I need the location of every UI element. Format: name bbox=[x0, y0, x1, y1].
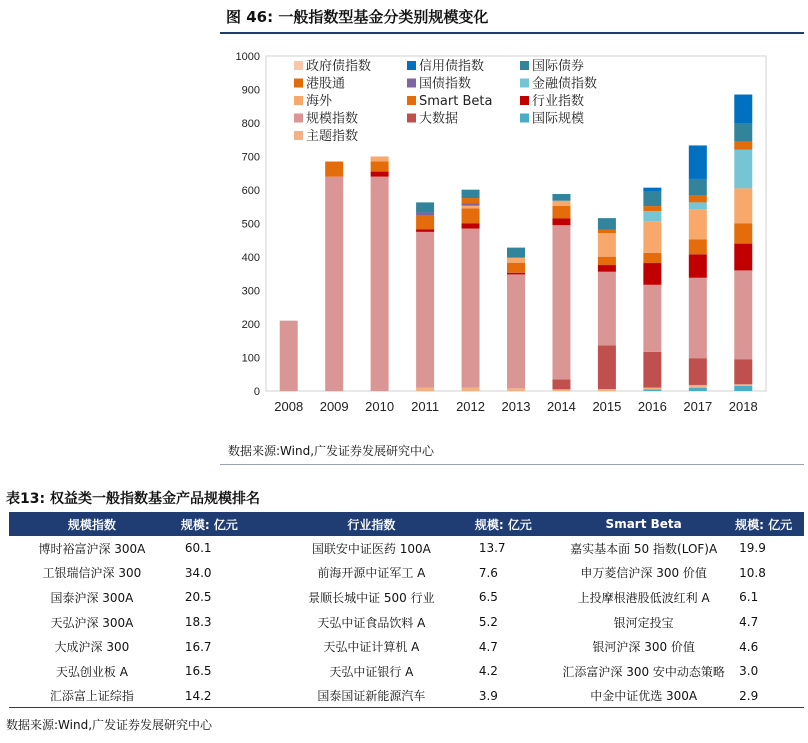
legend-label: 行业指数 bbox=[532, 94, 585, 109]
figure-title: 图 46: 一般指数型基金分类别规模变化 bbox=[226, 8, 489, 26]
scale-value-cell: 7.6 bbox=[478, 565, 498, 580]
y-tick-label: 1000 bbox=[235, 51, 260, 63]
fund-name-cell: 汇添富沪深 300 安中动态策略 bbox=[562, 664, 725, 679]
scale-value-cell: 10.8 bbox=[739, 565, 766, 580]
bar-segment bbox=[598, 345, 616, 389]
bar-segment bbox=[416, 229, 434, 232]
bar-segment bbox=[643, 263, 661, 285]
legend-label: 大数据 bbox=[419, 111, 459, 127]
bar-segment bbox=[552, 389, 570, 391]
scale-value-cell: 60.1 bbox=[184, 541, 212, 556]
figure-source: 数据来源:Wind,广发证券发展研究中心 bbox=[228, 444, 435, 458]
x-tick-label: 2010 bbox=[365, 399, 395, 414]
bar-segment bbox=[643, 285, 661, 352]
header-scale-index: 规模指数 bbox=[9, 512, 175, 536]
bar-segment bbox=[325, 162, 343, 177]
legend-label: 规模指数 bbox=[306, 111, 359, 127]
legend-label: 国际规模 bbox=[532, 111, 585, 127]
bar-segment bbox=[371, 177, 389, 391]
legend-swatch bbox=[407, 61, 416, 70]
bar-segment bbox=[552, 225, 570, 379]
scale-value-cell: 18.3 bbox=[184, 615, 212, 630]
bar-segment bbox=[734, 188, 752, 223]
bar-segment bbox=[689, 145, 707, 179]
scale-value-cell: 4.6 bbox=[739, 639, 759, 654]
bar-segment bbox=[598, 389, 616, 391]
bar-segment bbox=[416, 212, 434, 215]
source-rule bbox=[220, 464, 804, 465]
bar-segment bbox=[734, 384, 752, 386]
bar-segment bbox=[689, 388, 707, 391]
y-tick-label: 0 bbox=[253, 386, 260, 398]
bar-segment bbox=[462, 198, 480, 203]
fund-name-cell: 上投摩根港股低波红利 A bbox=[577, 590, 710, 605]
stacked-bar-chart bbox=[214, 44, 774, 424]
bar-segment bbox=[416, 216, 434, 229]
fund-name-cell: 国联安中证医药 100A bbox=[311, 541, 431, 556]
y-tick-label: 800 bbox=[241, 118, 260, 130]
bar-segment bbox=[325, 177, 343, 391]
x-tick-label: 2016 bbox=[637, 399, 667, 414]
header-scale-amount-1: 规模: 亿元 bbox=[175, 512, 274, 536]
legend-swatch bbox=[294, 131, 303, 140]
bar-segment bbox=[462, 190, 480, 198]
fund-name-cell: 天弘中证银行 A bbox=[329, 664, 414, 679]
legend-swatch bbox=[294, 61, 303, 70]
fund-name-cell: 景顺长城中证 500 行业 bbox=[308, 590, 435, 605]
scale-value-cell: 16.5 bbox=[184, 664, 212, 679]
x-tick-label: 2017 bbox=[683, 399, 713, 414]
y-tick-label: 500 bbox=[241, 218, 260, 231]
bar-segment bbox=[689, 358, 707, 385]
bar-segment bbox=[507, 258, 525, 263]
bar-segment bbox=[552, 194, 570, 201]
scale-value-cell: 13.7 bbox=[478, 541, 506, 556]
scale-value-cell: 3.0 bbox=[739, 664, 759, 679]
x-tick-label: 2011 bbox=[411, 399, 440, 414]
bar-segment bbox=[507, 248, 525, 258]
bar-segment bbox=[689, 385, 707, 388]
bar-segment bbox=[643, 206, 661, 211]
legend-swatch bbox=[407, 96, 416, 105]
legend-swatch bbox=[294, 114, 303, 123]
bar-segment bbox=[598, 218, 616, 230]
bar-segment bbox=[734, 359, 752, 384]
x-tick-label: 2013 bbox=[501, 399, 531, 414]
legend-swatch bbox=[294, 79, 303, 88]
x-tick-label: 2008 bbox=[274, 399, 304, 414]
legend-label: 金融债指数 bbox=[532, 76, 598, 92]
scale-value-cell: 4.7 bbox=[739, 615, 759, 630]
bar-segment bbox=[734, 95, 752, 123]
scale-value-cell: 5.2 bbox=[478, 615, 498, 630]
bar-segment bbox=[689, 209, 707, 239]
table-bottom-rule bbox=[9, 707, 804, 708]
table-row bbox=[9, 610, 804, 635]
scale-value-cell: 20.5 bbox=[184, 590, 212, 605]
legend-swatch bbox=[407, 79, 416, 88]
legend-label: 国债指数 bbox=[419, 76, 472, 92]
bar-segment bbox=[734, 386, 752, 391]
ranking-table bbox=[9, 512, 804, 708]
bar-segment bbox=[734, 224, 752, 244]
fund-name-cell: 博时裕富沪深 300A bbox=[38, 541, 146, 556]
fund-name-cell: 银河定投宝 bbox=[613, 615, 674, 630]
y-tick-label: 100 bbox=[241, 352, 260, 365]
scale-value-cell: 19.9 bbox=[739, 541, 766, 556]
bar-segment bbox=[643, 221, 661, 253]
scale-value-cell: 34.0 bbox=[184, 565, 212, 580]
y-tick-label: 400 bbox=[241, 252, 260, 264]
bar-segment bbox=[371, 157, 389, 162]
header-industry-index: 行业指数 bbox=[274, 512, 469, 536]
y-axis bbox=[236, 51, 260, 398]
bar-segment bbox=[689, 196, 707, 203]
table-source: 数据来源:Wind,广发证券发展研究中心 bbox=[6, 718, 213, 732]
legend-label: Smart Beta bbox=[419, 94, 493, 109]
bar-segment bbox=[689, 239, 707, 254]
bar-segment bbox=[643, 188, 661, 191]
fund-name-cell: 前海开源中证军工 A bbox=[317, 566, 426, 581]
bar-segment bbox=[643, 211, 661, 221]
bar-segment bbox=[643, 388, 661, 390]
bar-segment bbox=[734, 141, 752, 149]
fund-name-cell: 国泰国证新能源汽车 bbox=[317, 689, 426, 704]
bar-segment bbox=[462, 206, 480, 209]
bar-segment bbox=[598, 230, 616, 233]
bar-segment bbox=[462, 224, 480, 229]
bar-segment bbox=[507, 388, 525, 391]
scale-value-cell: 4.2 bbox=[478, 664, 498, 679]
scale-value-cell: 2.9 bbox=[739, 688, 759, 703]
bar-segment bbox=[734, 244, 752, 271]
legend-label: 海外 bbox=[306, 94, 333, 109]
bar-segment bbox=[598, 233, 616, 256]
fund-name-cell: 工银瑞信沪深 300 bbox=[42, 566, 142, 581]
scale-value-cell: 6.1 bbox=[739, 590, 759, 605]
legend-label: 港股通 bbox=[306, 76, 346, 92]
x-tick-label: 2009 bbox=[319, 399, 349, 414]
bar-segment bbox=[689, 254, 707, 277]
bar-segment bbox=[643, 389, 661, 391]
x-tick-label: 2015 bbox=[592, 399, 622, 414]
bar-segment bbox=[552, 379, 570, 389]
table-header-row bbox=[9, 512, 804, 536]
bar-segment bbox=[507, 274, 525, 388]
x-tick-label: 2012 bbox=[456, 399, 486, 414]
legend-label: 主题指数 bbox=[306, 129, 359, 144]
table-row bbox=[9, 585, 804, 610]
bar-segment bbox=[507, 273, 525, 275]
bar-segment bbox=[462, 229, 480, 388]
scale-value-cell: 14.2 bbox=[184, 688, 212, 703]
fund-name-cell: 天弘中证计算机 A bbox=[323, 640, 420, 655]
bar-segment bbox=[689, 202, 707, 209]
bar-segment bbox=[462, 208, 480, 223]
legend-swatch bbox=[407, 114, 416, 123]
fund-name-cell: 国泰沪深 300A bbox=[50, 590, 134, 605]
fund-name-cell: 嘉实基本面 50 指数(LOF)A bbox=[570, 541, 718, 556]
legend-swatch bbox=[520, 114, 529, 123]
bar-segment bbox=[552, 201, 570, 206]
legend-label: 信用债指数 bbox=[419, 59, 485, 74]
bar-segment bbox=[552, 206, 570, 219]
scale-value-cell: 16.7 bbox=[184, 639, 212, 654]
title-rule bbox=[220, 32, 804, 34]
fund-name-cell: 天弘创业板 A bbox=[55, 664, 128, 679]
fund-name-cell: 申万菱信沪深 300 价值 bbox=[580, 566, 707, 581]
bar-segment bbox=[643, 352, 661, 388]
legend-swatch bbox=[520, 61, 529, 70]
bar-segment bbox=[416, 202, 434, 212]
y-tick-label: 200 bbox=[241, 319, 260, 331]
bar-segment bbox=[689, 179, 707, 196]
x-axis bbox=[274, 399, 757, 414]
y-tick-label: 700 bbox=[241, 151, 260, 164]
bar-segment bbox=[416, 388, 434, 391]
bar-segment bbox=[598, 265, 616, 272]
fund-name-cell: 银河沪深 300 价值 bbox=[592, 640, 695, 655]
fund-name-cell: 天弘中证食品饮料 A bbox=[317, 615, 426, 630]
table-row bbox=[9, 634, 804, 659]
bar-segment bbox=[552, 218, 570, 225]
scale-value-cell: 6.5 bbox=[478, 590, 498, 605]
legend-swatch bbox=[520, 79, 529, 88]
table-body bbox=[9, 536, 804, 708]
bar-segment bbox=[416, 232, 434, 388]
bar-segment bbox=[598, 257, 616, 265]
y-tick-label: 900 bbox=[241, 84, 260, 97]
scale-value-cell: 3.9 bbox=[478, 688, 498, 703]
bar-segment bbox=[280, 321, 298, 391]
bar-segment bbox=[689, 278, 707, 358]
header-smart-beta: Smart Beta bbox=[558, 512, 729, 536]
bar-segment bbox=[507, 263, 525, 273]
bar-segment bbox=[734, 123, 752, 141]
bar-segment bbox=[643, 253, 661, 263]
bar-segment bbox=[598, 272, 616, 346]
table-row bbox=[9, 659, 804, 684]
legend-label: 政府债指数 bbox=[306, 59, 372, 74]
fund-name-cell: 中金中证优选 300A bbox=[590, 689, 698, 704]
bar-segment bbox=[371, 162, 389, 172]
fund-name-cell: 汇添富上证综指 bbox=[49, 689, 134, 704]
x-tick-label: 2014 bbox=[546, 399, 576, 414]
bar-segment bbox=[734, 150, 752, 189]
bar-segment bbox=[734, 270, 752, 359]
bar-segment bbox=[462, 388, 480, 391]
table-title: 表13: 权益类一般指数基金产品规模排名 bbox=[6, 491, 260, 507]
bar-segment bbox=[643, 191, 661, 206]
table-row bbox=[9, 536, 804, 561]
y-tick-label: 600 bbox=[241, 185, 260, 197]
header-scale-amount-3: 规模: 亿元 bbox=[729, 512, 804, 536]
x-tick-label: 2018 bbox=[728, 399, 758, 414]
legend-swatch bbox=[520, 96, 529, 105]
header-scale-amount-2: 规模: 亿元 bbox=[469, 512, 558, 536]
legend-swatch bbox=[294, 96, 303, 105]
table-row bbox=[9, 561, 804, 586]
scale-value-cell: 4.7 bbox=[478, 639, 498, 654]
fund-name-cell: 天弘沪深 300A bbox=[50, 615, 134, 630]
y-tick-label: 300 bbox=[241, 285, 260, 298]
bar-segment bbox=[371, 172, 389, 177]
legend-label: 国际债券 bbox=[532, 59, 585, 74]
fund-name-cell: 大成沪深 300 bbox=[54, 640, 130, 655]
table-row bbox=[9, 684, 804, 709]
bar-segment bbox=[462, 203, 480, 206]
